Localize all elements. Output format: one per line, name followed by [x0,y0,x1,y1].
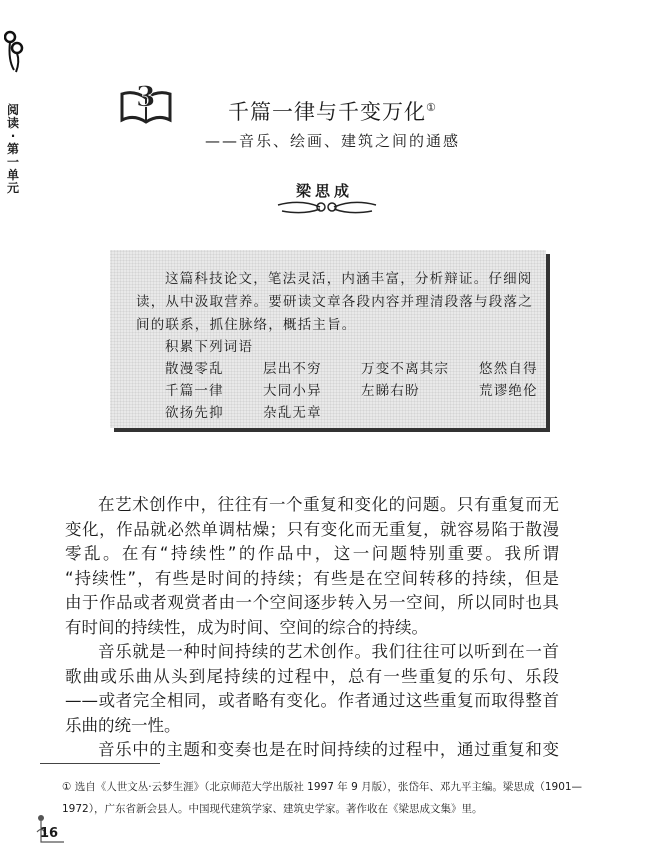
subtitle: ——音乐、绘画、建筑之间的通感 [205,132,461,150]
body-line: 音乐就是一种时间持续的艺术创作。我们往往可以听到在一首 [98,642,559,661]
vocab-row [165,401,361,421]
body-line: “持续性”，有些是时间的持续；有些是在空间转移的持续，但是 [65,568,559,588]
page-title [228,96,437,126]
author-name: 梁思成 [296,182,354,200]
guide-line: 间的联系，抓住脉络，概括主旨。 [136,317,357,333]
body-line: 零乱。在有“持续性”的作品中，这一问题特别重要。我所谓 [65,544,559,563]
footnote-divider [40,763,160,764]
body-line: 歌曲或乐曲从头到尾持续的过程中，总有一些重复的乐句、乐段 [65,666,559,686]
vocab-heading: 积累下列词语 [165,339,254,355]
author-flourish-icon [276,197,378,217]
sidebar-char: 第 [6,142,19,156]
lesson-number: 3 [136,80,156,113]
vocab-term: 荒谬绝伦 [479,383,538,399]
page-number: 16 [40,826,59,841]
title-text: 千篇一律与千变万化 [228,100,426,124]
vocab-term: 散漫零乱 [165,361,224,377]
vocab-term: 杂乱无章 [263,405,322,421]
vocab-term: 左睇右盼 [361,383,420,399]
reading-guide-box [110,250,546,428]
vocab-term: 千篇一律 [165,383,224,399]
body-line: 在艺术创作中，往往有一个重复和变化的问题。只有重复而无 [98,495,559,514]
footnote-marker[interactable]: ① [426,101,437,114]
sidebar-char: 一 [6,155,19,169]
sidebar-char: 读 [6,116,19,130]
corner-ornament-icon [4,30,24,74]
article-body [65,493,559,763]
vocab-term: 层出不穷 [263,361,322,377]
footnote-line: ① 选自《人世文丛·云梦生涯》（北京师范大学出版社 1997 年 9 月版），张岱年、邓九平主编。梁思成（1901— [62,781,583,793]
footnote-line: 1972），广东省新会县人。中国现代建筑学家、建筑史学家。著作收在《梁思成文集》里。 [62,803,483,815]
sidebar-char: 元 [6,181,19,195]
vocab-term: 欲扬先抑 [165,405,224,421]
vocab-term: 悠然自得 [479,361,538,377]
body-line: 有时间的持续性，成为时间、空间的综合的持续。 [65,617,428,637]
lesson-book-icon [120,78,172,126]
sidebar-char: · [10,129,16,143]
body-line: 变化，作品就必然单调枯燥；只有变化而无重复，就容易陷于散漫 [65,519,559,539]
vocab-row [165,379,577,399]
vocab-term: 万变不离其宗 [361,361,450,377]
vocab-term: 大同小异 [263,383,322,399]
footnote [62,776,582,820]
body-line: 由于作品或者观赏者由一个空间逐步转入另一空间，所以同时也具 [65,593,559,612]
sidebar-char: 阅 [6,103,19,117]
guide-line: 读，从中汲取营养。要研读文章各段内容并理清段落与段落之 [136,294,533,310]
guide-line: 这篇科技论文，笔法灵活，内涵丰富，分析辩证。仔细阅 [165,271,533,287]
body-line: 乐曲的统一性。 [65,715,181,735]
body-line: ——或者完全相同，或者略有变化。作者通过这些重复而取得整首 [65,691,559,710]
sidebar-char: 单 [6,168,19,182]
body-line: 音乐中的主题和变奏也是在时间持续的过程中，通过重复和变 [98,740,559,759]
unit-sidebar-label [5,104,21,195]
vocab-row [165,357,577,377]
